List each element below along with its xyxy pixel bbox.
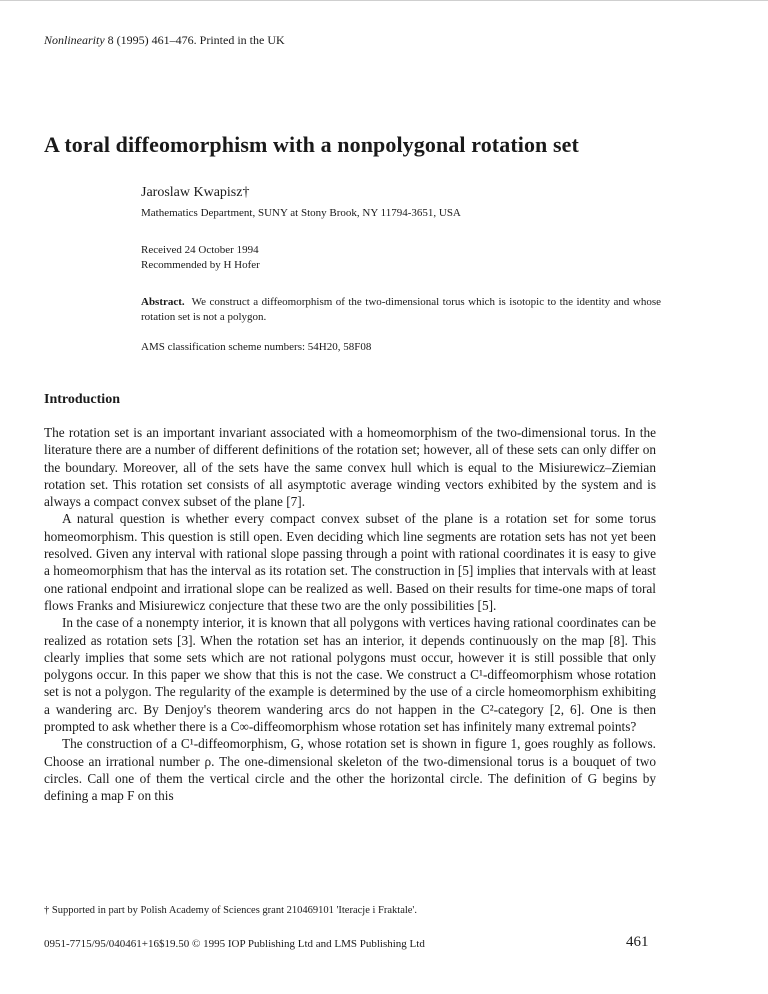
paragraph: The rotation set is an important invariant associated with a homeomorphism of the two-dimensional torus. In the literature there are a number of different definitions of the rotation set; however, all of these sets can only differ on the boundary. Moreover, all of the sets have the same convex hull which is equal to the Misiurewicz–Ziemian rotation set. This rotation set consists of all asymptotic average winding vectors exhibited by the system and is always a compact convex subset of the plane [7]. xyxy=(44,425,656,510)
abstract-label: Abstract. xyxy=(141,296,185,308)
journal-header xyxy=(44,33,285,48)
submission-info xyxy=(141,243,260,273)
footnote: † Supported in part by Polish Academy of Sciences grant 210469101 'Iteracje i Fraktale'. xyxy=(44,905,417,916)
abstract xyxy=(141,295,661,325)
author-affiliation: Mathematics Department, SUNY at Stony Brook, NY 11794-3651, USA xyxy=(141,207,461,219)
journal-citation: 8 (1995) 461–476. Printed in the UK xyxy=(104,33,285,47)
ams-classification: AMS classification scheme numbers: 54H20, 58F08 xyxy=(141,341,372,353)
top-edge xyxy=(0,0,768,1)
paper-title: A toral diffeomorphism with a nonpolygonal rotation set xyxy=(44,132,579,157)
paragraph: A natural question is whether every compact convex subset of the plane is a rotation set for some torus homeomorphism. This question is still open. Even deciding which line segments are rotation sets has not yet been resolved. Given any interval with rational slope passing through a point with rational coordinates it is easy to give a homeomorphism that has the interval as its rotation set. The construction in [5] implies that intervals with at least one rational endpoint and irrational slope can be realized as well. Based on their results for time-one maps of toral flows Franks and Misiurewicz conjecture that these two are the only possibilities [5]. xyxy=(44,511,656,613)
paragraph: The construction of a C¹-diffeomorphism, G, whose rotation set is shown in figure 1, goes roughly as follows. Choose an irrational number ρ. The one-dimensional skeleton of the two-dimensional torus is a bouquet of two circles. Call one of them the vertical circle and the other the horizontal circle. The definition of G begins by defining a map F on this xyxy=(44,736,656,804)
abstract-text: We construct a diffeomorphism of the two-dimensional torus which is isotopic to the identity and whose rotation set is not a polygon. xyxy=(141,296,662,323)
body-text xyxy=(44,424,656,805)
author-name: Jaroslaw Kwapisz† xyxy=(141,185,250,200)
received-date: Received 24 October 1994 xyxy=(141,244,259,256)
recommended-by: Recommended by H Hofer xyxy=(141,259,260,271)
paragraph: In the case of a nonempty interior, it is known that all polygons with vertices having rational coordinates can be realized as rotation sets [3]. When the rotation set has an interior, it depends continuously on the map [8]. This clearly implies that some sets which are not rational polygons must occur, however it is still possible that only polygons occur. In this paper we show that this is not the case. We construct a C¹-diffeomorphism whose rotation set is not a polygon. The regularity of the example is determined by the use of a circle homeomorphism exhibiting a wandering arc. By Denjoy's theorem wandering arcs do not happen in the C²-category [2, 6]. One is then prompted to ask whether there is a C∞-diffeomorphism whose rotation set has infinitely many extremal points? xyxy=(44,615,656,735)
journal-name: Nonlinearity xyxy=(44,33,105,47)
page-number: 461 xyxy=(626,934,649,950)
section-heading: Introduction xyxy=(44,392,120,407)
copyright-footer: 0951-7715/95/040461+16$19.50 © 1995 IOP Publishing Ltd and LMS Publishing Ltd xyxy=(44,938,425,950)
